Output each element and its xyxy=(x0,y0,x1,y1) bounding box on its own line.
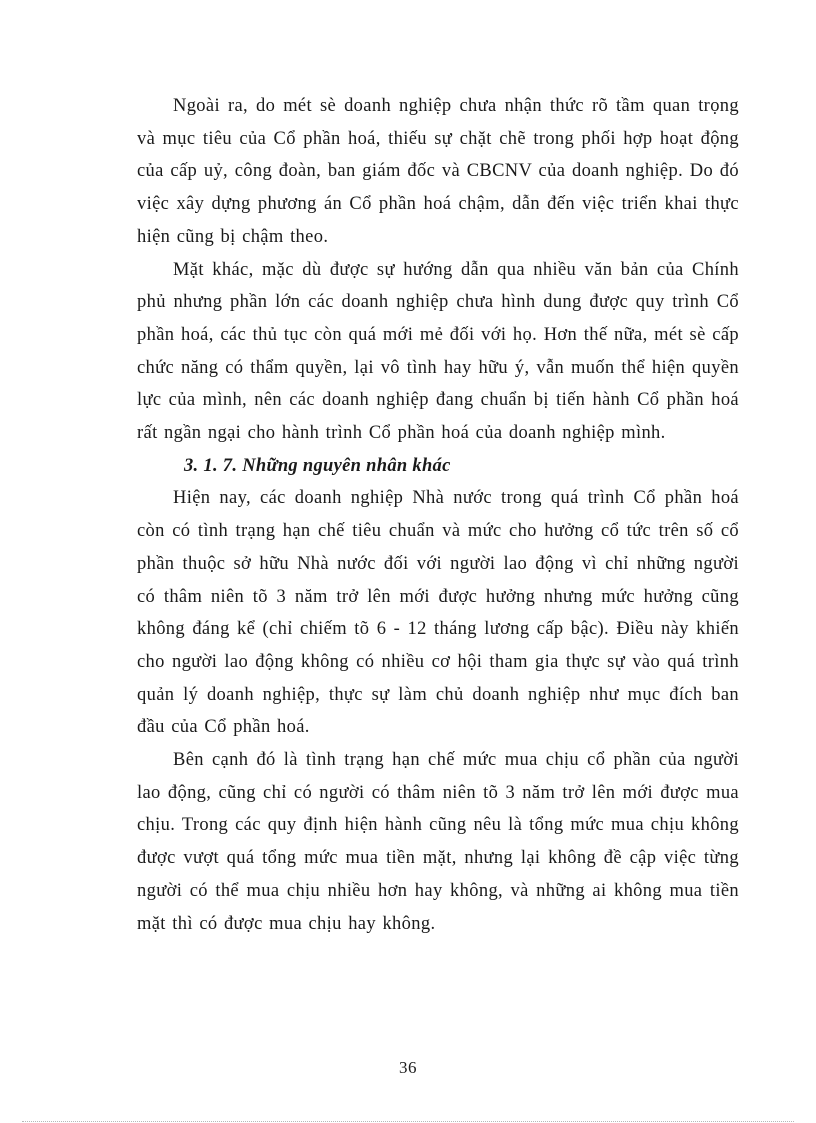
paragraph-procedures: Mặt khác, mặc dù được sự hướng dẫn qua nhiều văn bản của Chính phủ nhưng phần lớn các doanh nghiệp chưa hình dung được quy trình Cổ phần hoá, các thủ tục còn quá mới mẻ đối với họ. Hơn thế nữa, mét sè cấp chức năng có thẩm quyền, lại vô tình hay hữu ý, vẫn muốn thể hiện quyền lực của mình, nên các doanh nghiệp đang chuẩn bị tiến hành Cổ phần hoá rất ngần ngại cho hành trình Cổ phần hoá của doanh nghiệp mình. xyxy=(137,259,739,444)
page-number: 36 xyxy=(399,1058,417,1077)
paragraph-awareness: Ngoài ra, do mét sè doanh nghiệp chưa nhận thức rõ tầm quan trọng và mục tiêu của Cổ phần hoá, thiếu sự chặt chẽ trong phối hợp hoạt động của cấp uỷ, công đoàn, ban giám đốc và CBCNV của doanh nghiệp. Do đó việc xây dựng phương án Cổ phần hoá chậm, dẫn đến việc triển khai thực hiện cũng bị chậm theo. xyxy=(137,96,739,247)
paragraph-dividends: Hiện nay, các doanh nghiệp Nhà nước trong quá trình Cổ phần hoá còn có tình trạng hạn chế tiêu chuẩn và mức cho hưởng cổ tức trên số cổ phần thuộc sở hữu Nhà nước đối với người lao động vì chỉ những người có thâm niên tõ 3 năm trở lên mới được hưởng nhưng mức hưởng cũng không đáng kể (chỉ chiếm tõ 6 - 12 tháng lương cấp bậc). Điều này khiến cho người lao động không có nhiều cơ hội tham gia thực sự vào quá trình quản lý doanh nghiệp, thực sự làm chủ doanh nghiệp như mục đích ban đầu của Cổ phần hoá. xyxy=(137,488,739,738)
footer-divider xyxy=(22,1121,794,1122)
section-heading: 3. 1. 7. Những nguyên nhân khác xyxy=(184,455,451,476)
paragraph-credit-purchase: Bên cạnh đó là tình trạng hạn chế mức mua chịu cổ phần của người lao động, cũng chỉ có người có thâm niên tõ 3 năm trở lên mới được mua chịu. Trong các quy định hiện hành cũng nêu là tổng mức mua chịu không được vượt quá tổng mức mua tiền mặt, nhưng lại không đề cập việc từng người có thể mua chịu nhiều hơn hay không, và những ai không mua tiền mặt thì có được mua chịu hay không. xyxy=(137,750,739,934)
page-body xyxy=(137,90,739,940)
